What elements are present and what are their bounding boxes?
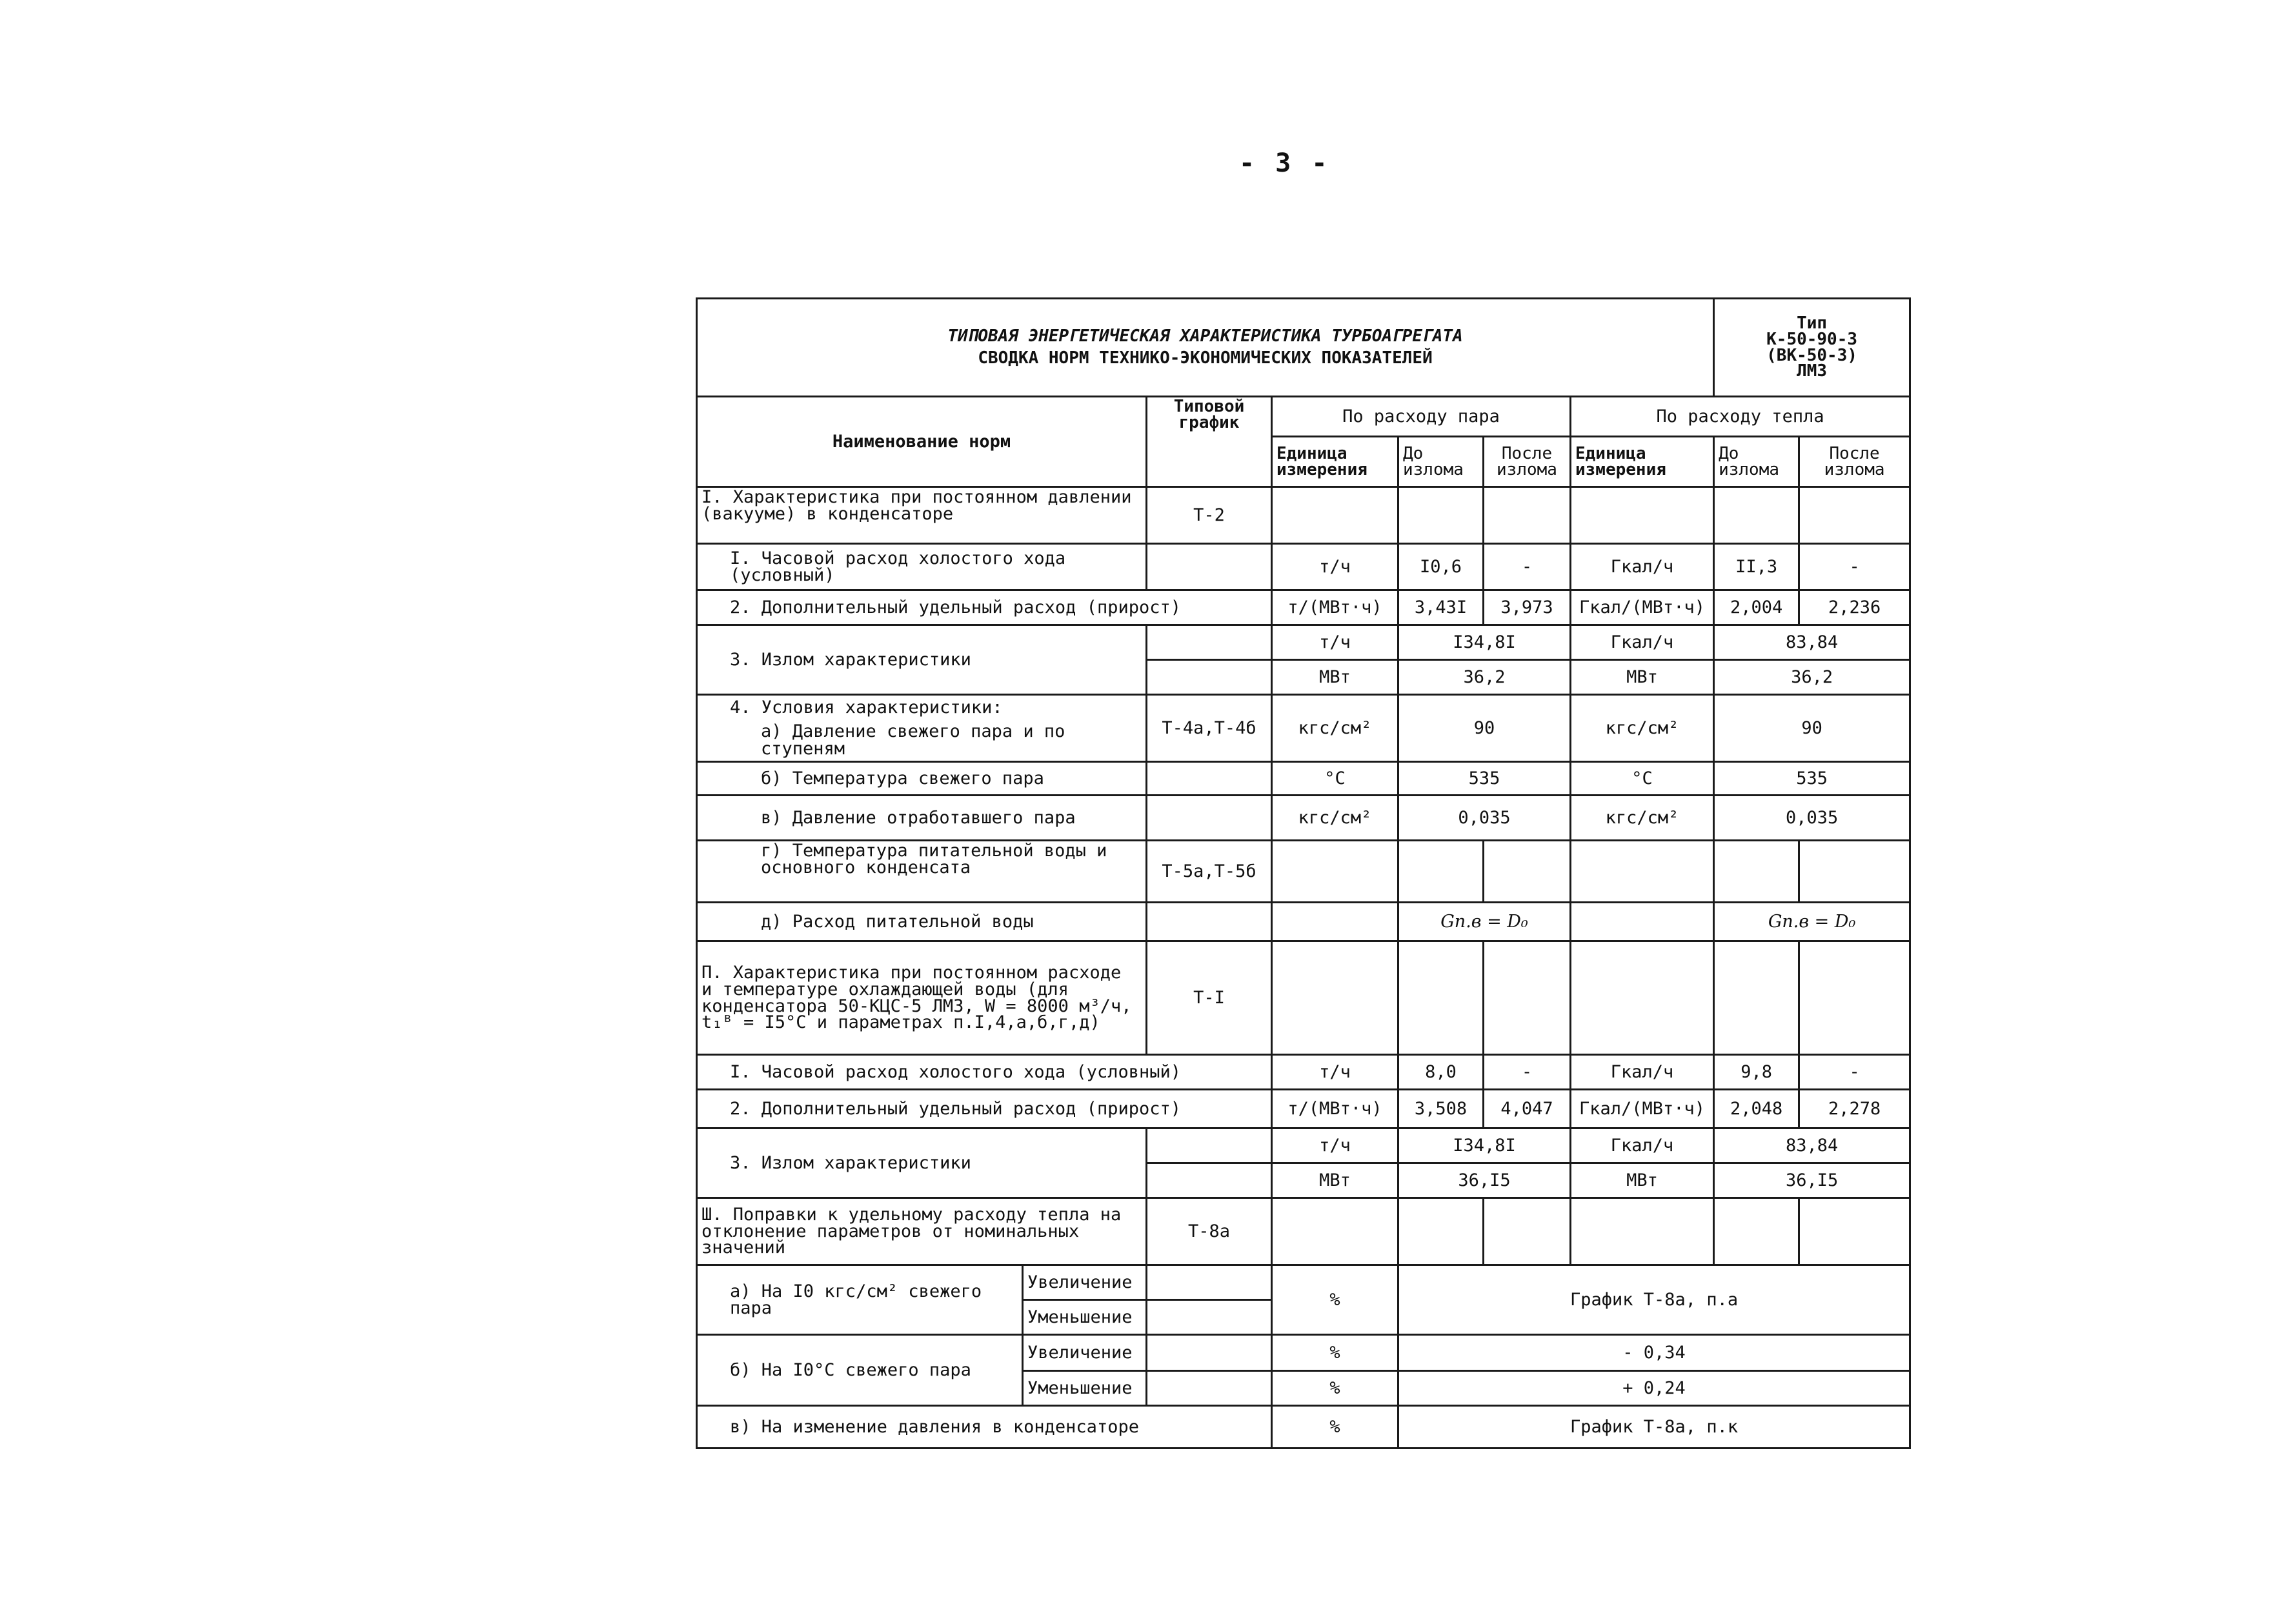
table-row: б) Температура свежего пара °С 535 °С 535 <box>697 762 1910 796</box>
norms-table <box>696 297 1911 1449</box>
type-model: К-50-90-3 <box>1766 329 1858 349</box>
conditions-heading: 4. Условия характеристики: <box>730 697 1003 717</box>
table-row: 3. Излом характеристики т/ч I34,8I Гкал/ч 83,84 <box>697 625 1910 660</box>
norms-sheet <box>696 297 1909 1460</box>
table-row: I. Часовой расход холостого хода (условный) т/ч 8,0 - Гкал/ч 9,8 - <box>697 1055 1910 1090</box>
conditions-a: а) Давление свежего пара и по ступеням <box>761 721 1065 759</box>
title-line-2: СВОДКА НОРМ ТЕХНИКО-ЭКОНОМИЧЕСКИХ ПОКАЗАТЕЛЕЙ <box>978 348 1433 368</box>
turbine-type <box>1714 299 1910 397</box>
section-1-graph: Т-2 <box>1147 487 1272 544</box>
section-1-title: I. Характеристика при постоянном давлении (вакууме) в конденсаторе <box>697 487 1147 544</box>
table-row: г) Температура питательной воды и основного конденсата Т-5а,Т-5б <box>697 841 1910 903</box>
col-header-before-steam: До излома <box>1398 437 1484 487</box>
title-line-1: ТИПОВАЯ ЭНЕРГЕТИЧЕСКАЯ ХАРАКТЕРИСТИКА ТУРБОАГРЕГАТА <box>947 326 1463 346</box>
table-row: МВт 36,I5 МВт 36,I5 <box>697 1163 1910 1198</box>
col-header-unit-steam: Единица измерения <box>1272 437 1398 487</box>
table-row: 2. Дополнительный удельный расход (прирост) т/(МВт·ч) 3,508 4,047 Гкал/(МВт·ч) 2,048 2,278 <box>697 1090 1910 1128</box>
table-row: а) На I0 кгс/см² свежего пара Увеличение % График Т-8а, п.а <box>697 1265 1910 1300</box>
type-manufacturer: ЛМЗ <box>1797 361 1828 381</box>
table-row: I. Часовой расход холостого хода (условный) т/ч I0,6 - Гкал/ч II,3 - <box>697 544 1910 590</box>
table-row: МВт 36,2 МВт 36,2 <box>697 660 1910 695</box>
document-title <box>697 299 1714 397</box>
table-row: в) На изменение давления в конденсаторе % График Т-8а, п.к <box>697 1406 1910 1449</box>
col-header-before-heat: До излома <box>1714 437 1799 487</box>
col-header-unit-heat: Единица измерения <box>1571 437 1714 487</box>
table-row: б) На I0°С свежего пара Увеличение % - 0,34 <box>697 1335 1910 1371</box>
section-2-title: П. Характеристика при постоянном расходе и температуре охлаждающей воды (для конденсатора 50-КЦС-5 ЛМЗ, W = 8000 м³/ч, t₁ᴮ = I5°С и параметрах п.I,4,а,б,г,д) <box>697 941 1147 1055</box>
section-2-graph: Т-I <box>1147 941 1272 1055</box>
type-model-alt: (ВК-50-3) <box>1766 345 1858 365</box>
col-header-steam: По расходу пара <box>1272 397 1571 437</box>
table-row: 4. Условия характеристики: а) Давление свежего пара и по ступеням Т-4а,Т-4б кгс/см² 90 кгс/см² 90 <box>697 695 1910 762</box>
table-row: в) Давление отработавшего пара кгс/см² 0,035 кгс/см² 0,035 <box>697 796 1910 841</box>
section-3-title: Ш. Поправки к удельному расходу тепла на отклонение параметров от номинальных значений <box>697 1198 1147 1265</box>
col-header-graph: Типовой график <box>1147 397 1272 487</box>
col-header-name: Наименование норм <box>697 397 1147 487</box>
table-row: 2. Дополнительный удельный расход (прирост) т/(МВт·ч) 3,43I 3,973 Гкал/(МВт·ч) 2,004 2,236 <box>697 590 1910 625</box>
type-label: Тип <box>1797 314 1828 334</box>
col-header-after-heat: После излома <box>1799 437 1910 487</box>
table-row: 3. Излом характеристики т/ч I34,8I Гкал/ч 83,84 <box>697 1128 1910 1163</box>
col-header-after-steam: После излома <box>1484 437 1571 487</box>
table-row: Уменьшение % + 0,24 <box>697 1371 1910 1406</box>
table-row: д) Расход питательной воды Gп.в = D₀ Gп.в = D₀ <box>697 903 1910 941</box>
page-number: - 3 - <box>1239 148 1330 178</box>
table-row: Уменьшение <box>697 1300 1910 1335</box>
col-header-heat: По расходу тепла <box>1571 397 1910 437</box>
section-3-graph: Т-8а <box>1147 1198 1272 1265</box>
